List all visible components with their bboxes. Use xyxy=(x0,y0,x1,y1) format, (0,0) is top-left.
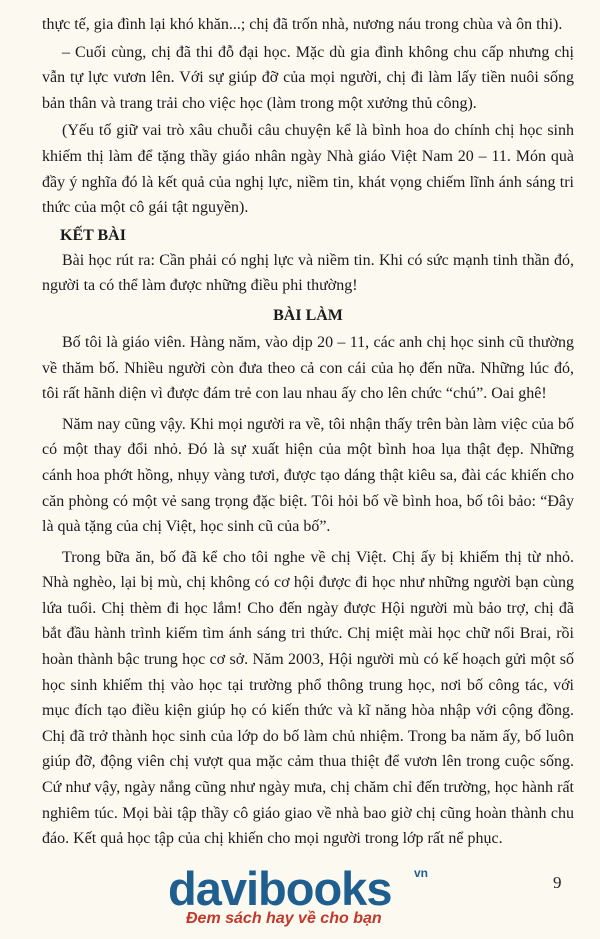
paragraph-bai-lam-1: Bố tôi là giáo viên. Hàng năm, vào dịp 20 – 11, các anh chị học sinh cũ thường về thăm bố. Nhiều người còn đưa theo cả con cái của họ đến nữa. Những lúc đó, tôi rất hãnh diện vì được đám trẻ con lau nhau ấy cho lên chức “chú”. Oai ghê! xyxy=(42,333,574,403)
heading-bai-lam: BÀI LÀM xyxy=(273,306,343,324)
paragraph-bai-lam-2: Năm nay cũng vậy. Khi mọi người ra về, tôi nhận thấy trên bàn làm việc của bố có một thay đổi nhỏ. Đó là sự xuất hiện của một bình hoa lụa thật đẹp. Những cánh hoa phớt hồng, nhụy vàng tươi, được tạo dáng thật kiêu sa, đài các khiến cho căn phòng có một vẻ sang trọng đặc biệt. Tôi hỏi bố về bình hoa, bố tôi bảo: “Đây là quà tặng của chị Việt, học sinh cũ của bố”. xyxy=(42,415,574,536)
logo-domain-suffix: vn xyxy=(414,866,429,880)
page-number: 9 xyxy=(553,873,562,892)
paragraph-ket-bai: Bài học rút ra: Cần phải có nghị lực và niềm tin. Khi có sức mạnh tinh thần đó, người ta có thể làm được những điều phi thường! xyxy=(42,251,574,295)
logo-tagline: Đem sách hay về cho bạn xyxy=(186,910,382,927)
page-content xyxy=(42,12,574,852)
heading-ket-bai: KẾT BÀI xyxy=(60,226,126,244)
paragraph-note: (Yếu tố giữ vai trò xâu chuỗi câu chuyện kể là bình hoa do chính chị học sinh khiếm thị làm để tặng thầy giáo nhân ngày Nhà giáo Việt Nam 20 – 11. Món quà đầy ý nghĩa đó là kết quả của nghị lực, niềm tin, khát vọng chiếm lĩnh ánh sáng tri thức của một cô gái tật nguyền). xyxy=(42,122,574,217)
davibooks-logo xyxy=(168,864,438,934)
paragraph-continued: thực tế, gia đình lại khó khăn...; chị đã trốn nhà, nương náu trong chùa và ôn thi). xyxy=(42,16,563,33)
paragraph-bai-lam-3: Trong bữa ăn, bố đã kể cho tôi nghe về chị Việt. Chị ấy bị khiếm thị từ nhỏ. Nhà nghèo, lại bị mù, chị không có cơ hội được đi học như những người bạn cùng lứa tuổi. Chị thèm đi học lắm! Cho đến ngày được Hội người mù bảo trợ, chị đã bắt đầu hành trình kiếm tìm ánh sáng tri thức. Chị miệt mài học chữ nổi Brai, rồi hoàn thành bậc trung học cơ sở. Năm 2003, Hội người mù có kế hoạch gửi một số học sinh khiếm thị vào học tại trường phổ thông trung học, nơi bố công tác, với mục đích tạo điều kiện giúp họ có kiến thức và kĩ năng hòa nhập với cộng đồng. Chị đã trở thành học sinh của lớp do bố làm chủ nhiệm. Trong ba năm ấy, bố luôn giúp đỡ, động viên chị vượt qua mặc cảm thua thiệt để vươn lên trong cuộc sống. Cứ như vậy, ngày nắng cũng như ngày mưa, chị chăm chỉ đến trường, học hành rất nghiêm túc. Mọi bài tập thầy cô giáo giao về nhà bao giờ chị cũng hoàn thành chu đáo. Kết quả học tập của chị khiến cho mọi người trong lớp rất nể phục. xyxy=(42,548,574,848)
paragraph-final-point: – Cuối cùng, chị đã thi đỗ đại học. Mặc dù gia đình không chu cấp nhưng chị vẫn tự lực vươn lên. Với sự giúp đỡ của mọi người, chị đi làm lấy tiền nuôi sống bản thân và trang trải cho việc học (làm trong một xưởng thủ công). xyxy=(42,43,574,112)
logo-brand: davibooks xyxy=(168,862,392,915)
